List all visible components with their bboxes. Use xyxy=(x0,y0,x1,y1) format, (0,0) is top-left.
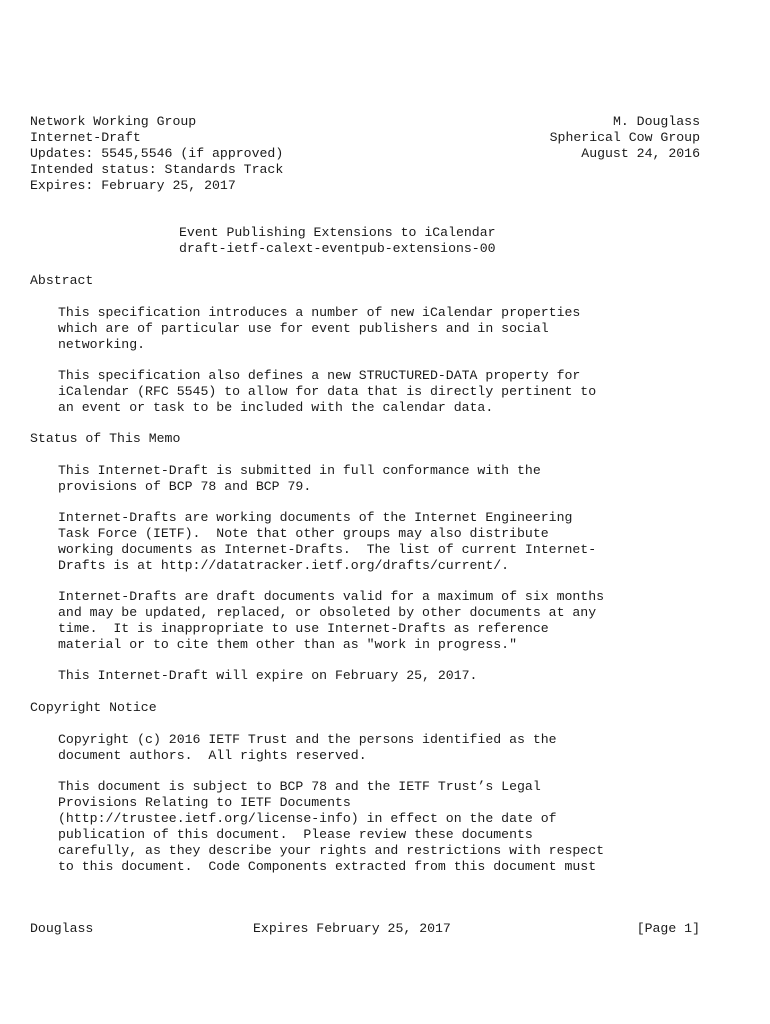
header-date: August 24, 2016 xyxy=(581,146,700,161)
status-line: and may be updated, replaced, or obsoleted by other documents at any xyxy=(58,605,597,620)
status-line: time. It is inappropriate to use Internet-Drafts as reference xyxy=(58,621,549,636)
copyright-line: (http://trustee.ietf.org/license-info) in effect on the date of xyxy=(58,811,557,826)
copyright-line: document authors. All rights reserved. xyxy=(58,748,367,763)
header-doc-type: Internet-Draft xyxy=(30,130,141,145)
status-line: material or to cite them other than as "work in progress." xyxy=(58,637,517,652)
abstract-line: which are of particular use for event publishers and in social xyxy=(58,321,549,336)
header-author: M. Douglass xyxy=(612,114,700,129)
status-line: This Internet-Draft will expire on February 25, 2017. xyxy=(58,668,478,683)
status-line: This Internet-Draft is submitted in full conformance with the xyxy=(58,463,541,478)
copyright-heading: Copyright Notice xyxy=(30,700,157,715)
draft-name: draft-ietf-calext-eventpub-extensions-00 xyxy=(179,241,496,256)
abstract-line: iCalendar (RFC 5545) to allow for data that is directly pertinent to xyxy=(58,384,597,399)
header-expires: Expires: February 25, 2017 xyxy=(30,178,236,193)
status-line: provisions of BCP 78 and BCP 79. xyxy=(58,479,312,494)
status-line: Internet-Drafts are draft documents valid for a maximum of six months xyxy=(58,589,605,604)
copyright-line: Provisions Relating to IETF Documents xyxy=(58,795,351,810)
abstract-heading: Abstract xyxy=(30,273,94,288)
status-line: Drafts is at http://datatracker.ietf.org/drafts/current/. xyxy=(58,558,510,573)
abstract-line: This specification introduces a number of new iCalendar properties xyxy=(58,305,581,320)
status-heading: Status of This Memo xyxy=(30,431,181,446)
header-workgroup: Network Working Group xyxy=(30,114,197,129)
document-title: Event Publishing Extensions to iCalendar xyxy=(179,225,496,240)
copyright-line: Copyright (c) 2016 IETF Trust and the persons identified as the xyxy=(58,732,557,747)
header-organization: Spherical Cow Group xyxy=(549,130,700,145)
footer-expires: Expires February 25, 2017 xyxy=(253,921,451,936)
copyright-line: carefully, as they describe your rights and restrictions with respect xyxy=(58,843,605,858)
copyright-line: This document is subject to BCP 78 and the IETF Trust’s Legal xyxy=(58,779,541,794)
status-line: Internet-Drafts are working documents of the Internet Engineering xyxy=(58,510,573,525)
copyright-line: publication of this document. Please review these documents xyxy=(58,827,533,842)
footer-page-number: [Page 1] xyxy=(636,921,700,936)
status-line: Task Force (IETF). Note that other groups may also distribute xyxy=(58,526,549,541)
abstract-line: an event or task to be included with the calendar data. xyxy=(58,400,494,415)
footer-author: Douglass xyxy=(30,921,94,936)
abstract-line: This specification also defines a new STRUCTURED-DATA property for xyxy=(58,368,581,383)
copyright-line: to this document. Code Components extracted from this document must xyxy=(58,859,597,874)
header-updates: Updates: 5545,5546 (if approved) xyxy=(30,146,284,161)
status-line: working documents as Internet-Drafts. The list of current Internet- xyxy=(58,542,597,557)
header-intended-status: Intended status: Standards Track xyxy=(30,162,284,177)
abstract-line: networking. xyxy=(58,337,146,352)
